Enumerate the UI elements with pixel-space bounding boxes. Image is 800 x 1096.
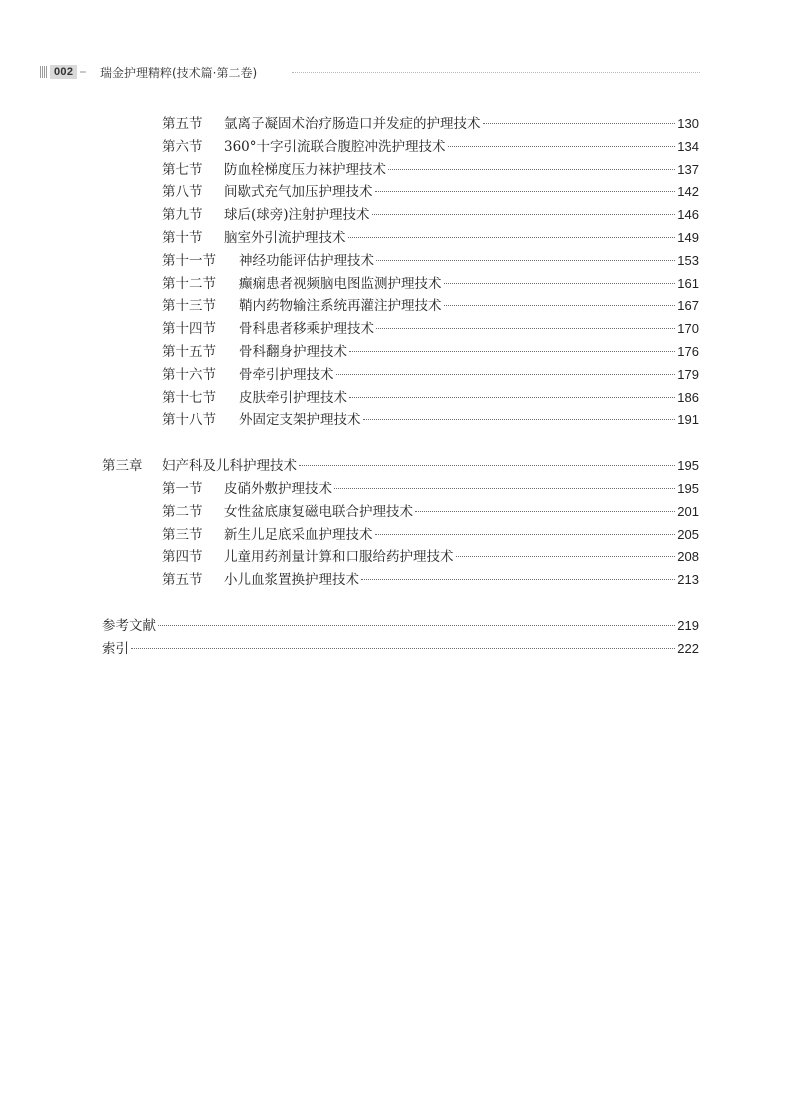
- toc-entry-label: 第一节: [162, 481, 203, 497]
- toc-entry-page: 176: [677, 344, 699, 359]
- toc-entry-label: 第八节: [162, 184, 203, 200]
- toc-dot-leader: [349, 351, 675, 352]
- toc-dot-leader: [376, 328, 675, 329]
- toc-entry-title: 防血栓梯度压力袜护理技术: [224, 162, 386, 178]
- toc-entry-label: 第十三节: [162, 298, 216, 314]
- toc-entry-page: 130: [677, 116, 699, 131]
- toc-entry-label: 第十一节: [162, 253, 216, 269]
- toc-entry-page: 195: [677, 481, 699, 496]
- toc-section-row: [162, 114, 699, 134]
- toc-dot-leader: [415, 511, 675, 512]
- toc-dot-leader: [444, 283, 676, 284]
- toc-dot-leader: [375, 191, 676, 192]
- toc-entry-title: 脑室外引流护理技术: [224, 230, 346, 246]
- toc-entry-title: 骨科患者移乘护理技术: [239, 321, 374, 337]
- toc-section-row: [162, 342, 699, 362]
- toc-entry-title: 癫痫患者视频脑电图监测护理技术: [239, 276, 442, 292]
- toc-dot-leader: [349, 397, 675, 398]
- toc-section-row: [162, 228, 699, 248]
- toc-entry-label: 第二节: [162, 504, 203, 520]
- toc-section-row: [162, 274, 699, 294]
- toc-entry-page: 134: [677, 139, 699, 154]
- toc-section-row: [162, 547, 699, 567]
- toc-entry-title: 外固定支架护理技术: [239, 412, 361, 428]
- toc-section-row: [162, 479, 699, 499]
- toc-entry-title: 皮硝外敷护理技术: [224, 481, 332, 497]
- toc-entry-label: 第五节: [162, 116, 203, 132]
- toc-entry-title: 皮肤牵引护理技术: [239, 390, 347, 406]
- toc-dot-leader: [131, 648, 675, 649]
- toc-dot-leader: [334, 488, 675, 489]
- toc-entry-title: 间歇式充气加压护理技术: [224, 184, 373, 200]
- toc-dot-leader: [444, 305, 676, 306]
- toc-entry-title: 女性盆底康复磁电联合护理技术: [224, 504, 413, 520]
- toc-section-row: [162, 570, 699, 590]
- toc-dot-leader: [361, 579, 675, 580]
- header-dot-decoration: [80, 71, 86, 73]
- toc-dot-leader: [363, 419, 676, 420]
- toc-entry-page: 205: [677, 527, 699, 542]
- toc-entry-page: 208: [677, 549, 699, 564]
- toc-section-row: [162, 388, 699, 408]
- toc-entry-page: 161: [677, 276, 699, 291]
- toc-dot-leader: [483, 123, 676, 124]
- toc-entry-label: 第三章: [102, 458, 143, 474]
- toc-entry-page: 195: [677, 458, 699, 473]
- toc-entry-title: 新生儿足底采血护理技术: [224, 527, 373, 543]
- toc-entry-title: 骨科翻身护理技术: [239, 344, 347, 360]
- toc-dot-leader: [372, 214, 676, 215]
- toc-entry-title: 小儿血浆置换护理技术: [224, 572, 359, 588]
- toc-dot-leader: [158, 625, 675, 626]
- running-title: 瑞金护理精粹(技术篇·第二卷): [100, 66, 258, 80]
- toc-dot-leader: [388, 169, 675, 170]
- toc-entry-page: 167: [677, 298, 699, 313]
- toc-dot-leader: [376, 260, 675, 261]
- toc-backmatter-row: [102, 639, 699, 659]
- toc-entry-page: 186: [677, 390, 699, 405]
- toc-entry-label: 第十七节: [162, 390, 216, 406]
- toc-entry-page: 201: [677, 504, 699, 519]
- toc-entry-title: 索引: [102, 641, 129, 657]
- toc-section-row: [162, 205, 699, 225]
- toc-dot-leader: [348, 237, 676, 238]
- toc-entry-label: 第十五节: [162, 344, 216, 360]
- toc-entry-label: 第十八节: [162, 412, 216, 428]
- toc-section-row: [162, 410, 699, 430]
- toc-section-row: [162, 365, 699, 385]
- page-number: 002: [50, 65, 77, 79]
- toc-section-row: [162, 251, 699, 271]
- toc-section-row: [162, 502, 699, 522]
- toc-section-row: [162, 525, 699, 545]
- toc-entry-label: 第十节: [162, 230, 203, 246]
- toc-dot-leader: [375, 534, 676, 535]
- toc-dot-leader: [299, 465, 675, 466]
- toc-section-row: [162, 296, 699, 316]
- toc-entry-label: 第六节: [162, 139, 203, 155]
- running-header: [40, 63, 700, 83]
- toc-entry-label: 第五节: [162, 572, 203, 588]
- toc-entry-title: 鞘内药物输注系统再灌注护理技术: [239, 298, 442, 314]
- toc-entry-page: 149: [677, 230, 699, 245]
- toc-entry-page: 153: [677, 253, 699, 268]
- toc-entry-label: 第十六节: [162, 367, 216, 383]
- toc-entry-page: 213: [677, 572, 699, 587]
- toc-dot-leader: [456, 556, 676, 557]
- toc-entry-page: 137: [677, 162, 699, 177]
- toc-entry-title: 球后(球旁)注射护理技术: [224, 207, 370, 223]
- toc-section-row: [162, 182, 699, 202]
- toc-chapter-row: [102, 456, 699, 476]
- toc-entry-title: 儿童用药剂量计算和口服给药护理技术: [224, 549, 454, 565]
- toc-section-row: [162, 160, 699, 180]
- header-stripe-decoration: [40, 66, 48, 78]
- toc-entry-label: 第四节: [162, 549, 203, 565]
- toc-entry-label: 第七节: [162, 162, 203, 178]
- toc-entry-title: 骨牵引护理技术: [239, 367, 334, 383]
- toc-entry-page: 222: [677, 641, 699, 656]
- toc-entry-page: 219: [677, 618, 699, 633]
- toc-entry-label: 第三节: [162, 527, 203, 543]
- toc-section-row: [162, 137, 699, 157]
- toc-entry-page: 146: [677, 207, 699, 222]
- toc-entry-label: 第九节: [162, 207, 203, 223]
- toc-dot-leader: [448, 146, 676, 147]
- toc-entry-title: 360°十字引流联合腹腔冲洗护理技术: [224, 139, 446, 155]
- toc-entry-title: 妇产科及儿科护理技术: [162, 458, 297, 474]
- toc-backmatter-row: [102, 616, 699, 636]
- toc-entry-label: 第十二节: [162, 276, 216, 292]
- toc-entry-page: 179: [677, 367, 699, 382]
- toc-section-row: [162, 319, 699, 339]
- page-number-box: [40, 65, 86, 79]
- toc-dot-leader: [336, 374, 676, 375]
- toc-entry-title: 神经功能评估护理技术: [239, 253, 374, 269]
- toc-entry-page: 142: [677, 184, 699, 199]
- toc-entry-page: 191: [677, 412, 699, 427]
- toc-entry-page: 170: [677, 321, 699, 336]
- toc-entry-title: 氩离子凝固术治疗肠造口并发症的护理技术: [224, 116, 481, 132]
- header-rule: [292, 72, 700, 73]
- toc-entry-label: 第十四节: [162, 321, 216, 337]
- toc-entry-title: 参考文献: [102, 618, 156, 634]
